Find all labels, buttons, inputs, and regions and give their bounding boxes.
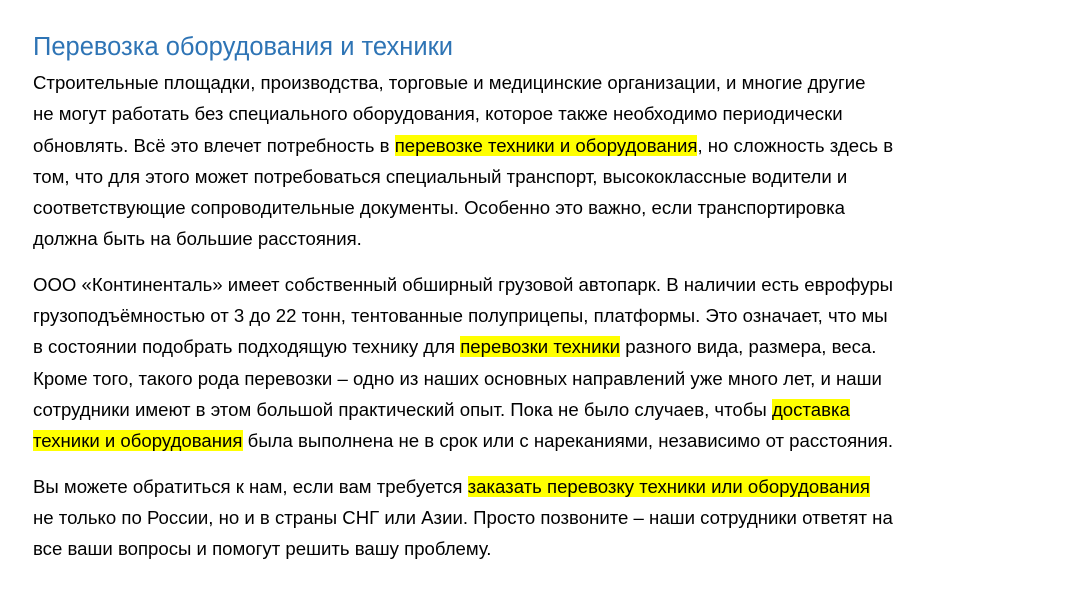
text-segment: Кроме того, такого рода перевозки – одно из наших основных направлений уже много лет, и наши <box>33 367 882 389</box>
text-segment: грузоподъёмностью от 3 до 22 тонн, тентованные полуприцепы, платформы. Это означает, что мы <box>33 305 888 327</box>
text-segment: должна быть на большие расстояния. <box>33 228 362 250</box>
text-line <box>33 502 1053 533</box>
text-segment: ООО «Континенталь» имеет собственный обширный грузовой автопарк. В наличии есть еврофуры <box>33 273 894 295</box>
document-body <box>33 67 1053 564</box>
text-segment: в состоянии подобрать подходящую технику для <box>33 336 461 358</box>
paragraph <box>33 269 1053 457</box>
text-line <box>33 425 1053 456</box>
highlighted-phrase: перевозке техники и оборудования <box>394 134 698 156</box>
highlighted-phrase: перевозки техники <box>460 336 621 358</box>
paragraph <box>33 471 1053 565</box>
text-line <box>33 533 1053 564</box>
text-line <box>33 269 1053 300</box>
text-line <box>33 394 1053 425</box>
highlighted-phrase: техники и оборудования <box>33 430 243 452</box>
text-segment: обновлять. Всё это влечет потребность в <box>33 134 395 156</box>
text-segment: соответствующие сопроводительные документы. Особенно это важно, если транспортировка <box>33 197 845 219</box>
text-segment: не могут работать без специального оборудования, которое также необходимо периодически <box>33 103 843 125</box>
text-segment: все ваши вопросы и помогут решить вашу проблему. <box>33 538 492 560</box>
document <box>33 30 1053 564</box>
text-segment: не только по России, но и в страны СНГ или Азии. Просто позвоните – наши сотрудники ответят на <box>33 506 893 528</box>
highlighted-phrase: доставка <box>771 398 850 420</box>
text-line <box>33 223 1053 254</box>
document-title: Перевозка оборудования и техники <box>33 33 454 61</box>
paragraph <box>33 67 1053 255</box>
text-line <box>33 331 1053 362</box>
text-line <box>33 67 1053 98</box>
text-line <box>33 192 1053 223</box>
text-line <box>33 161 1053 192</box>
text-segment: была выполнена не в срок или с нареканиями, независимо от расстояния. <box>242 430 894 452</box>
text-segment: том, что для этого может потребоваться специальный транспорт, высококлассные водители и <box>33 165 848 187</box>
text-segment: сотрудники имеют в этом большой практический опыт. Пока не было случаев, чтобы <box>33 398 772 420</box>
highlighted-phrase: заказать перевозку техники или оборудования <box>467 475 870 497</box>
text-line <box>33 471 1053 502</box>
text-line <box>33 130 1053 161</box>
text-segment: разного вида, размера, веса. <box>620 336 877 358</box>
text-line <box>33 98 1053 129</box>
text-line <box>33 300 1053 331</box>
text-line <box>33 363 1053 394</box>
text-segment: , но сложность здесь в <box>697 134 894 156</box>
text-segment: Вы можете обратиться к нам, если вам требуется <box>33 475 468 497</box>
text-segment: Строительные площадки, производства, торговые и медицинские организации, и многие другие <box>33 72 866 93</box>
